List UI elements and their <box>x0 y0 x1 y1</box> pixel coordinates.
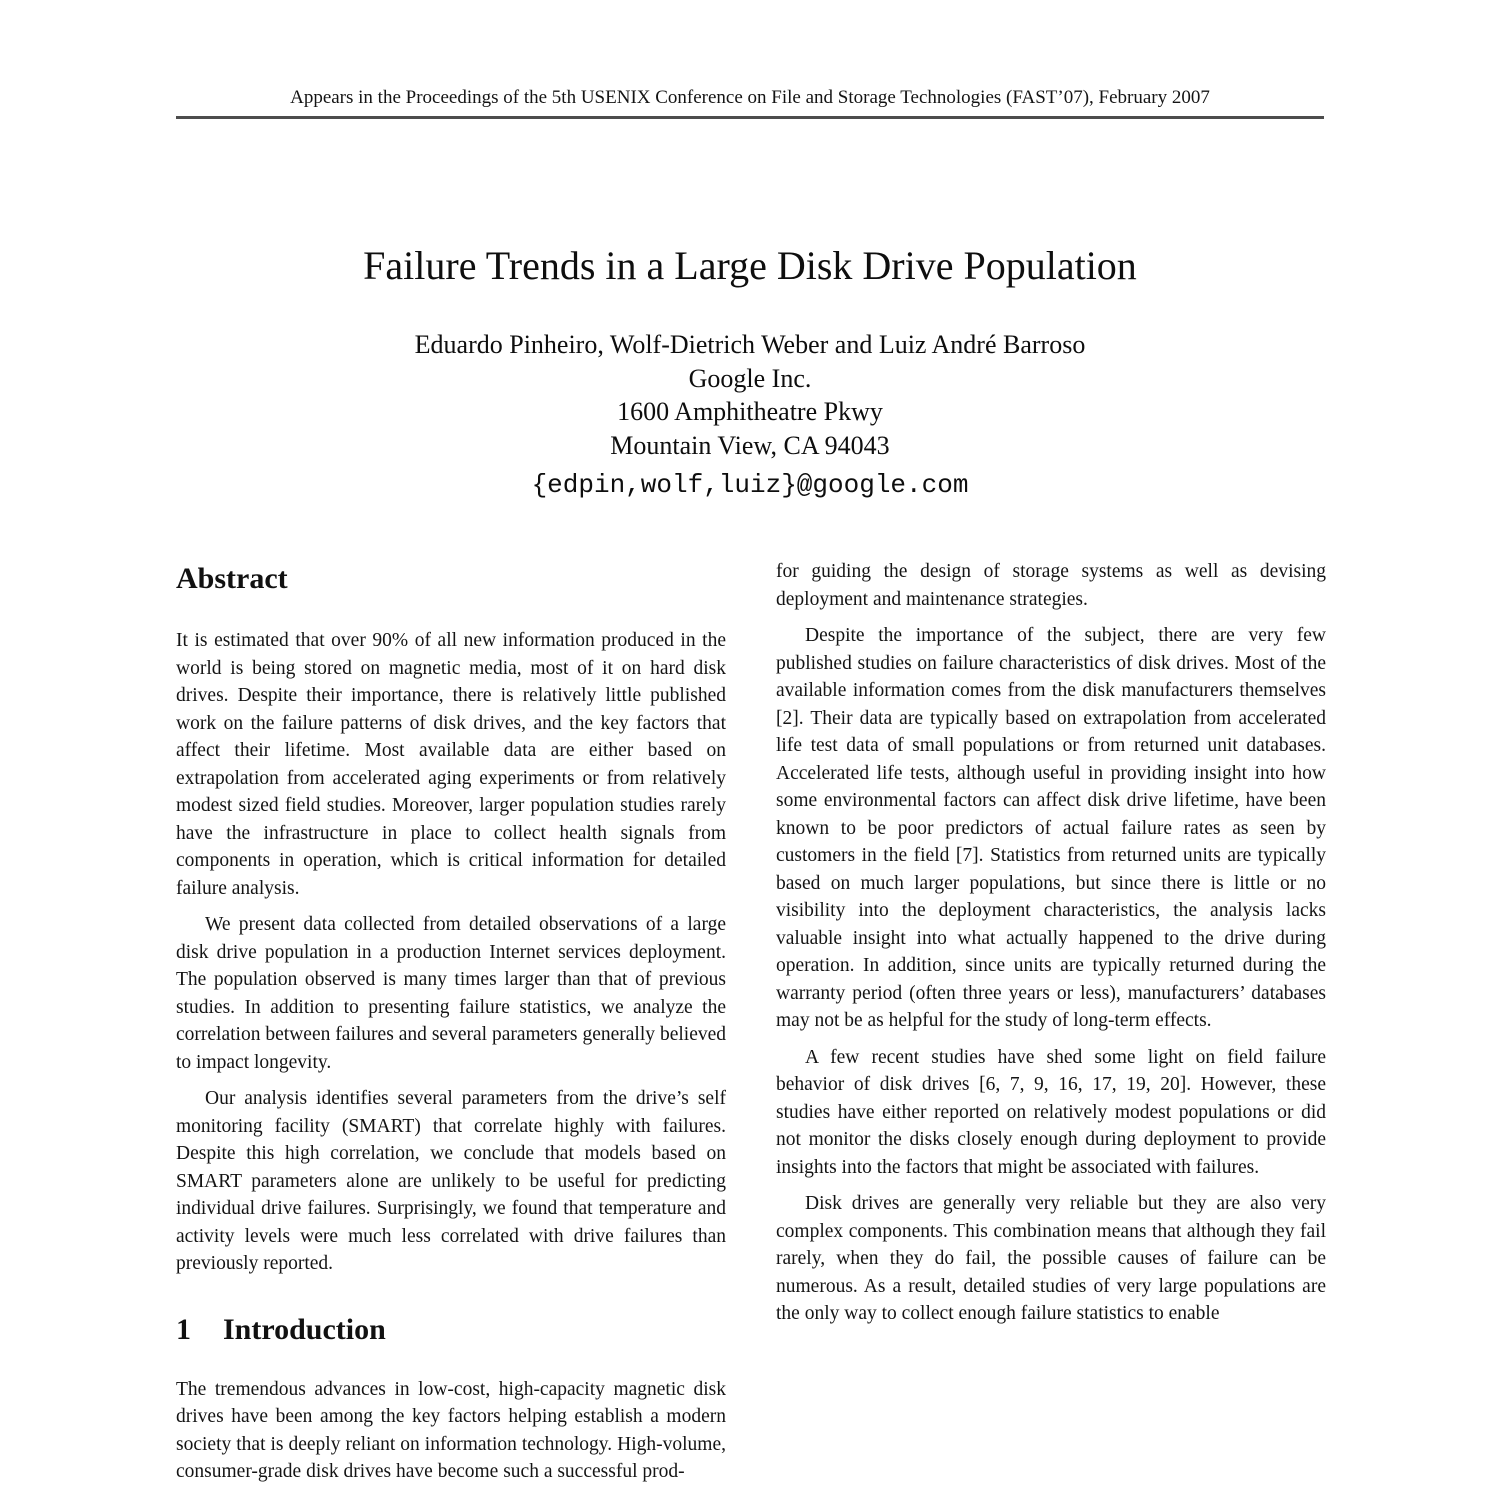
address-line-1: 1600 Amphitheatre Pkwy <box>617 397 883 426</box>
abstract-paragraph-2: We present data collected from detailed observations of a large disk drive population in a production Internet services deployment. The population observed is many times larger than that of previous studies. In addition to presenting failure statistics, we analyze the correlation between failures and several parameters generally believed to impact longevity. <box>176 914 726 1073</box>
authors-line: Eduardo Pinheiro, Wolf-Dietrich Weber and Luiz André Barroso <box>414 330 1086 359</box>
introduction-heading <box>176 1309 726 1351</box>
right-paragraph-3: A few recent studies have shed some light on field failure behavior of disk drives [6, 7, 9, 16, 17, 19, 20]. However, these studies have either reported on relatively modest populations or did not monitor the disks closely enough during deployment to provide insights into the factors that might be associated with failures. <box>776 1046 1326 1178</box>
section-number: 1 <box>176 1312 191 1346</box>
right-column <box>776 558 1326 1337</box>
email-line: {edpin,wolf,luiz}@google.com <box>531 470 969 500</box>
right-paragraph-continuation: for guiding the design of storage systems as well as devising deployment and maintenance strategies. <box>776 561 1326 610</box>
abstract-paragraph-1: It is estimated that over 90% of all new information produced in the world is being stored on magnetic media, most of it on hard disk drives. Despite their importance, there is relatively little published work on the failure patterns of disk drives, and the key factors that affect their lifetime. Most available data are either based on extrapolation from accelerated aging experiments or from relatively modest sized field studies. Moreover, larger population studies rarely have the infrastructure in place to collect health signals from components in operation, which is critical information for detailed failure analysis. <box>176 630 726 899</box>
affiliation-line: Google Inc. <box>688 363 812 393</box>
proceedings-note: Appears in the Proceedings of the 5th USENIX Conference on File and Storage Technologies (FAST’07), February 2007 <box>290 87 1210 108</box>
left-column <box>176 558 726 1495</box>
address-line-2: Mountain View, CA 94043 <box>610 430 890 460</box>
header-rule-divider <box>176 116 1324 119</box>
abstract-paragraph-3: Our analysis identifies several parameters from the drive’s self monitoring facility (SMART) that correlate highly with failures. Despite this high correlation, we conclude that models based on SMART parameters alone are unlikely to be useful for predicting individual drive failures. Surprisingly, we found that temperature and activity levels were much less correlated with drive failures than previously reported. <box>176 1088 726 1274</box>
abstract-heading: Abstract <box>176 562 288 595</box>
author-block <box>0 328 1500 462</box>
section-title: Introduction <box>223 1312 386 1346</box>
paper-title: Failure Trends in a Large Disk Drive Population <box>363 243 1137 288</box>
right-paragraph-2: Despite the importance of the subject, there are very few published studies on failure characteristics of disk drives. Most of the available information comes from the disk manufacturers themselves [2]. Their data are typically based on extrapolation from accelerated life test data of small populations or from returned unit databases. Accelerated life tests, although useful in providing insight into how some environmental factors can affect disk drive lifetime, have been known to be poor predictors of actual failure rates as seen by customers in the field [7]. Statistics from returned units are typically based on much larger populations, but since there is little or no visibility into the deployment characteristics, the analysis lacks valuable insight into what actually happened to the drive during operation. In addition, since units are typically returned during the warranty period (often three years or less), manufacturers’ databases may not be as helpful for the study of long-term effects. <box>776 625 1326 1031</box>
right-paragraph-4: Disk drives are generally very reliable but they are also very complex components. This combination means that although they fail rarely, when they do fail, the possible causes of failure can be numerous. As a result, detailed studies of very large populations are the only way to collect enough failure statistics to enable <box>776 1193 1326 1324</box>
introduction-paragraph-1: The tremendous advances in low-cost, high-capacity magnetic disk drives have been among the key factors helping establish a modern society that is deeply reliant on information technology. High-volume, consumer-grade disk drives have become such a successful prod- <box>176 1378 726 1482</box>
